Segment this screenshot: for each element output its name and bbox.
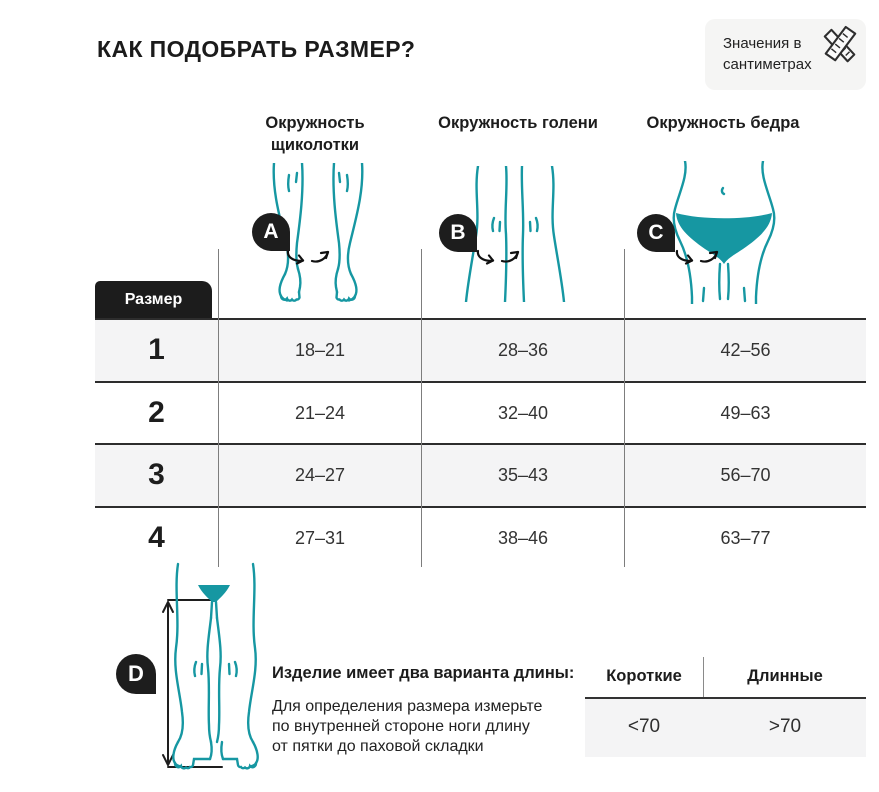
circumference-arrow-icon xyxy=(286,249,330,265)
calf-range: 35–43 xyxy=(497,464,549,485)
marker-c-badge: C xyxy=(637,214,675,252)
length-option-long-label: Длинные xyxy=(747,666,823,685)
size-value: 2 xyxy=(148,396,165,429)
marker-a-badge: A xyxy=(252,213,290,251)
ankle-range: 18–21 xyxy=(294,339,346,360)
units-badge-line1: Значения в xyxy=(723,35,802,52)
size-value: 4 xyxy=(148,521,165,554)
size-column-header: Размер xyxy=(95,281,212,318)
hip-range: 56–70 xyxy=(720,464,771,485)
length-options-heading: Изделие имеет два варианта длины: xyxy=(272,664,575,682)
marker-d-badge: D xyxy=(116,654,156,694)
units-badge-text xyxy=(723,33,812,75)
hip-range: 63–77 xyxy=(720,527,771,548)
units-badge-line2: сантиметрах xyxy=(723,56,812,73)
calf-illustration xyxy=(462,166,574,302)
hip-range: 42–56 xyxy=(720,339,771,360)
ankle-range: 24–27 xyxy=(294,464,346,485)
size-value: 3 xyxy=(148,458,165,491)
marker-b-badge: B xyxy=(439,214,477,252)
size-value: 1 xyxy=(148,333,165,366)
column-header-calf: Окружность голени xyxy=(438,114,598,132)
circumference-arrow-icon xyxy=(476,249,520,265)
description-line: Для определения размера измерьте xyxy=(272,698,543,715)
hip-range: 49–63 xyxy=(720,402,771,423)
calf-range: 28–36 xyxy=(497,339,549,360)
ankle-range: 21–24 xyxy=(294,402,346,423)
page-title: КАК ПОДОБРАТЬ РАЗМЕР? xyxy=(97,36,416,62)
length-option-short-value: <70 xyxy=(627,716,661,737)
hip-illustration xyxy=(663,161,785,304)
length-measure-description xyxy=(272,697,542,757)
description-line: по внутренней стороне ноги длину xyxy=(272,718,530,735)
circumference-arrow-icon xyxy=(675,249,719,265)
ruler-icon xyxy=(820,23,860,69)
units-badge xyxy=(705,19,866,90)
calf-range: 32–40 xyxy=(497,402,549,423)
column-header-hip: Окружность бедра xyxy=(646,114,800,132)
ankle-range: 27–31 xyxy=(294,527,346,548)
length-options-table xyxy=(585,655,866,757)
column-header-ankle: Окружность щиколотки xyxy=(265,114,365,155)
calf-range: 38–46 xyxy=(497,527,549,548)
length-option-long-value: >70 xyxy=(768,716,802,737)
length-arrow xyxy=(163,600,222,767)
length-option-short-label: Короткие xyxy=(606,666,682,685)
description-line: от пятки до паховой складки xyxy=(272,738,484,755)
